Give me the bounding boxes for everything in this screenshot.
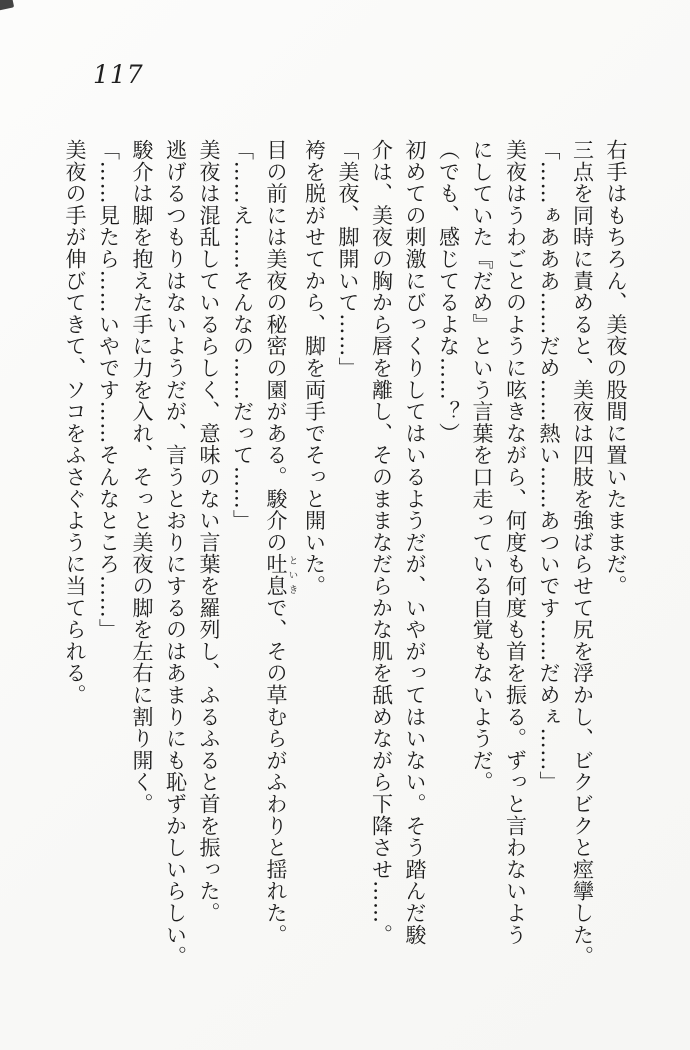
text-line-08: 介は、美夜の胸から唇を離し、そのままなだらかな肌を舐めながら下降させ……。	[369, 139, 394, 946]
text-line-03: 「……ぁあああ……だめ……熱い……あついです……だめぇ……」	[537, 139, 561, 793]
line-11-before: 目の前には美夜の秘密の園がある。駿介の	[264, 139, 288, 554]
furigana-ruby	[264, 553, 298, 597]
text-line-07: 初めての刺激にびっくりしてはいるようだが、いやがってはいない。そう踏んだ駿	[403, 139, 427, 946]
text-line-16: 「……見たら……いやです……そんなところ……」	[96, 139, 121, 641]
vertical-text-block	[58, 139, 633, 975]
text-line-12: 「……え……そんなの……だって……」	[230, 139, 255, 532]
line-11-base: 吐息	[264, 553, 288, 597]
line-11-after: で、その草むらがふわりと揺れた。	[264, 596, 288, 946]
line-11-furigana: といき	[286, 553, 298, 597]
text-line-13: 美夜は混乱しているらしく、意味のない言葉を羅列し、ふるふると首を振った。	[197, 139, 221, 924]
text-line-06: （でも、感じてるよな……？）	[436, 139, 461, 445]
scan-artifact	[0, 0, 14, 11]
text-line-09: 「美夜、脚開いて……」	[336, 139, 360, 379]
text-line-14: 逃げるつもりはないようだが、言うとおりにするのはあまりにも恥ずかしいらしい。	[163, 139, 188, 968]
text-line-11	[259, 139, 298, 975]
text-line-15: 駿介は脚を抱えた手に力を入れ、そっと美夜の脚を左右に割り開く。	[130, 139, 154, 815]
text-line-02: 三点を同時に責めると、美夜は四肢を強ばらせて尻を浮かし、ビクビクと痙攣した。	[570, 139, 595, 968]
page-number: 117	[93, 60, 144, 89]
text-line-17: 美夜の手が伸びてきて、ソコをふさぐように当てられる。	[63, 139, 87, 706]
text-line-10: 袴を脱がせてから、脚を両手でそっと開いた。	[302, 139, 327, 597]
text-line-05: にしていた『だめ』という言葉を口走っている自覚もないようだ。	[470, 139, 494, 793]
text-line-04: 美夜はうわごとのように呟きながら、何度も何度も首を振る。ずっと言わないよう	[503, 139, 528, 946]
text-line-01: 右手はもちろん、美夜の股間に置いたままだ。	[604, 139, 628, 597]
